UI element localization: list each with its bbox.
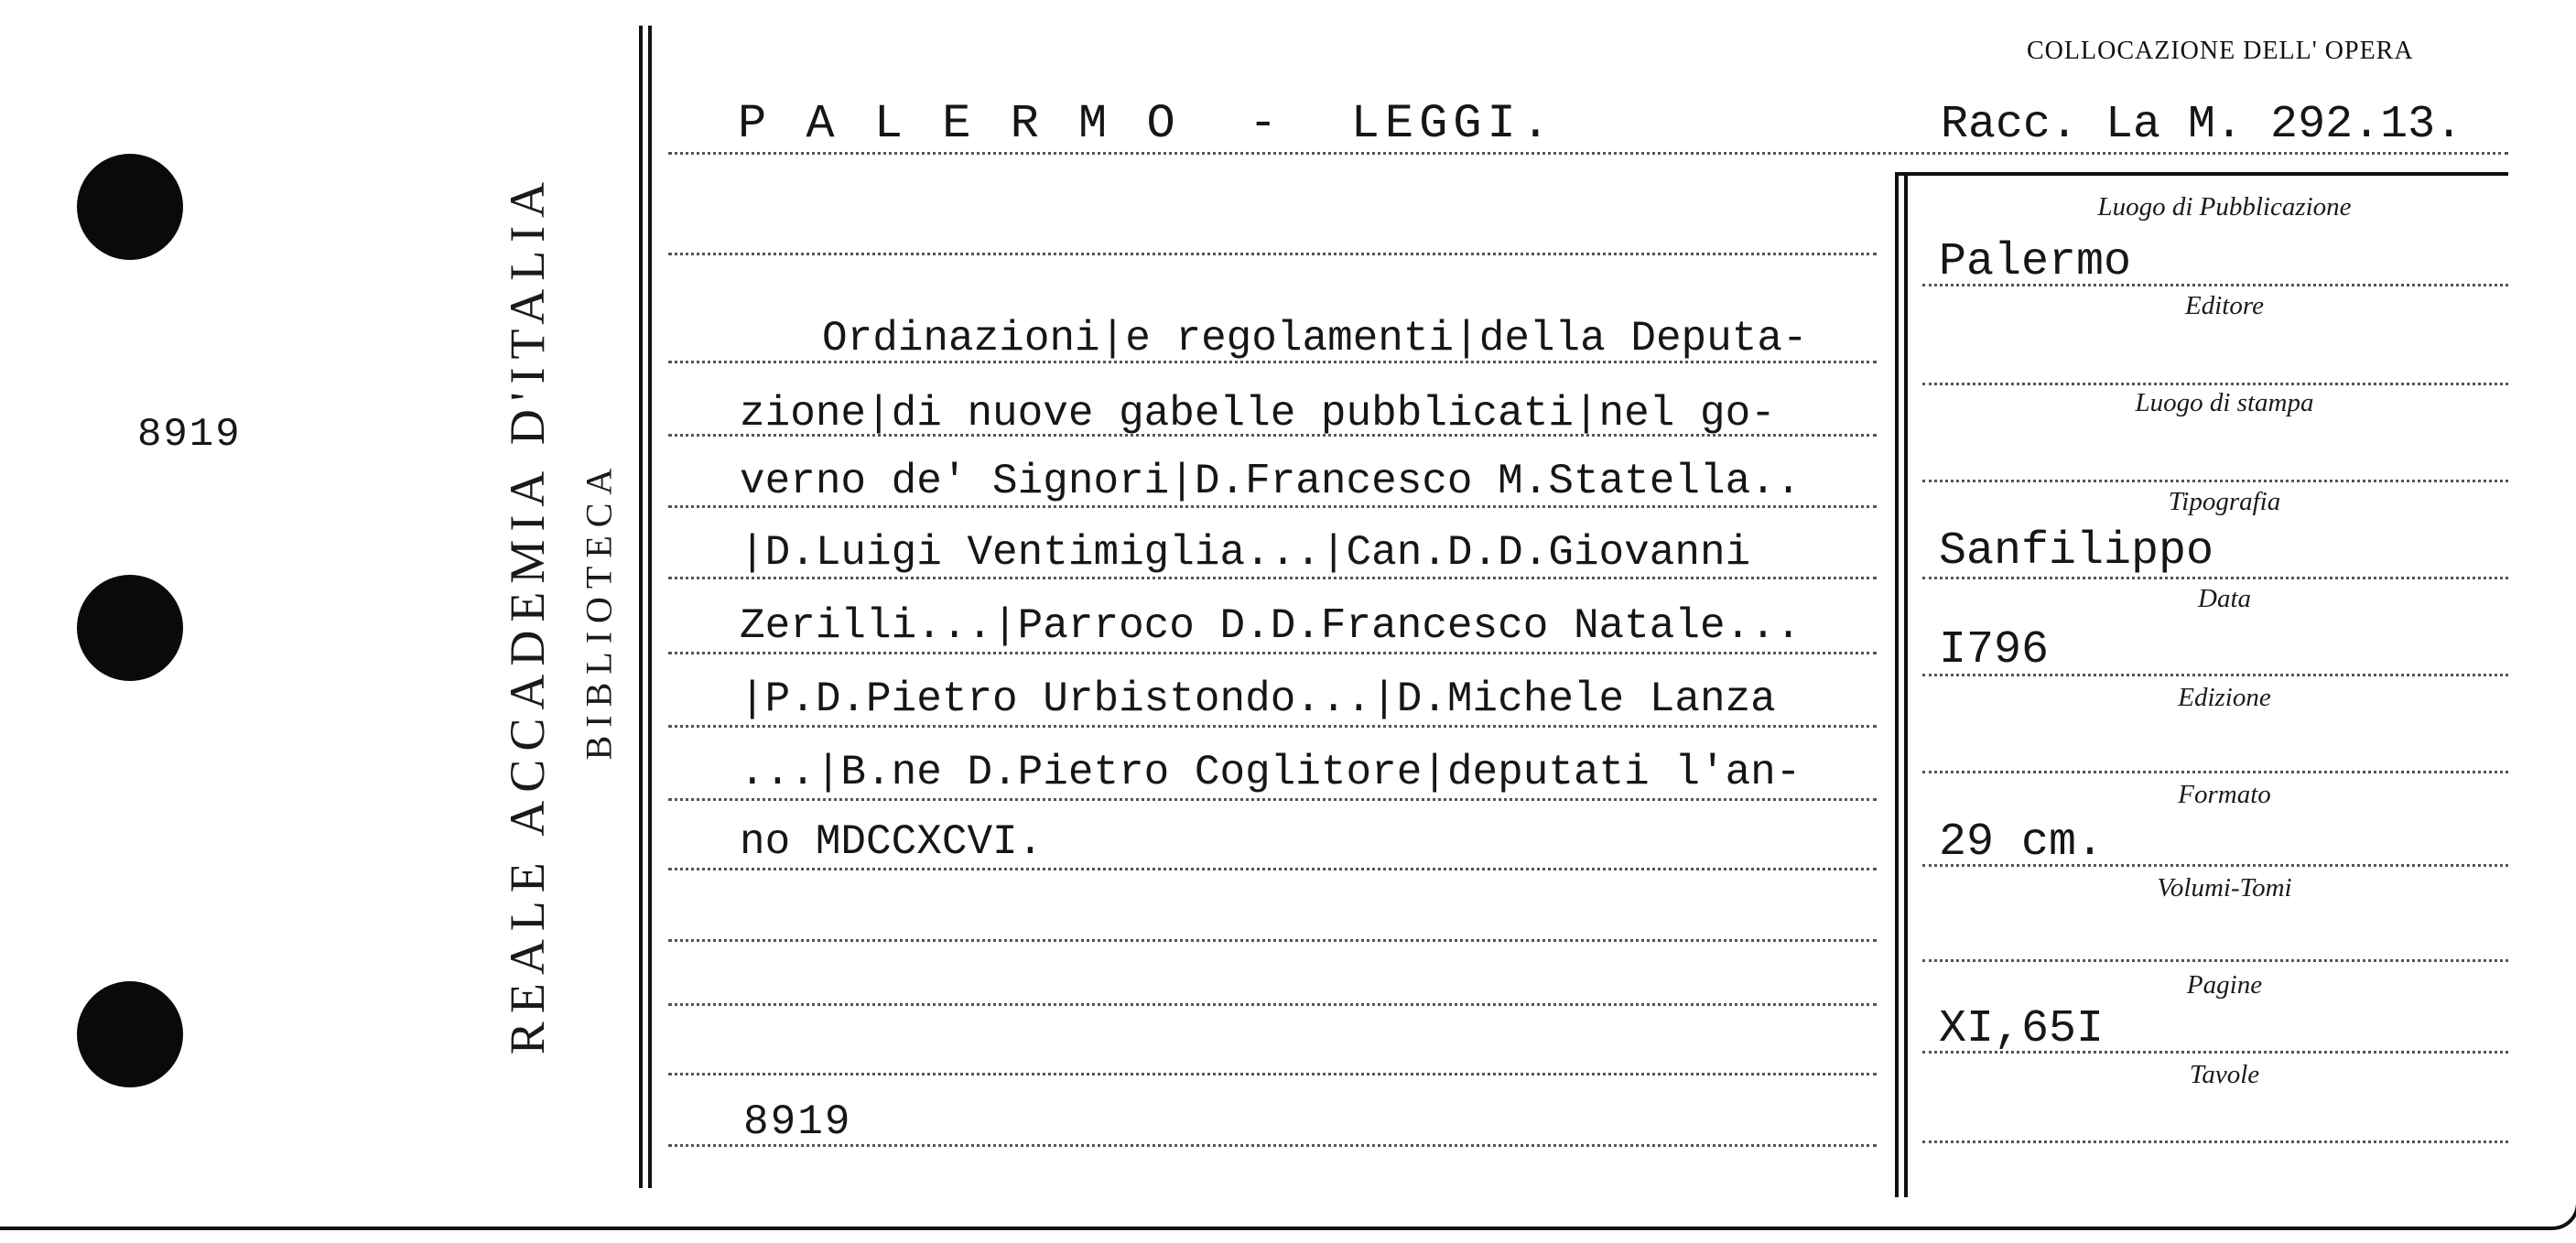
- label-luogo-pubblicazione: Luogo di Pubblicazione: [2097, 192, 2352, 222]
- library-name: BIBLIOTECA: [578, 459, 620, 761]
- label-data: Data: [2198, 584, 2251, 613]
- collocation-value: Racc. La M. 292.13.: [1941, 99, 2463, 151]
- field-dotted-line: [1922, 771, 2508, 773]
- label-pagine: Pagine: [2186, 970, 2263, 1000]
- field-dotted-line: [1922, 480, 2508, 482]
- dotted-line: [668, 505, 1877, 508]
- body-line: verno de' Signori|D.Francesco M.Statella..: [740, 458, 1802, 505]
- label-editore: Editore: [2185, 291, 2264, 320]
- body-line: no MDCCXCVI.: [740, 818, 1044, 866]
- dotted-line: [668, 253, 1877, 255]
- punch-hole-top: [77, 154, 183, 260]
- side-inventory-number: 8919: [137, 412, 242, 458]
- label-tavole: Tavole: [2189, 1060, 2260, 1089]
- value-formato: 29 cm.: [1939, 816, 2105, 869]
- field-dotted-line: [1922, 959, 2508, 962]
- value-tipografia: Sanfilippo: [1939, 525, 2214, 578]
- dotted-line: [668, 798, 1877, 801]
- body-line: ...|B.ne D.Pietro Coglitore|deputati l'an-: [740, 749, 1802, 796]
- field-dotted-line: [1922, 383, 2508, 385]
- value-pagine: XI,65I: [1939, 1003, 2105, 1055]
- punch-hole-bottom: [77, 981, 183, 1087]
- left-border-line-2: [648, 26, 652, 1188]
- right-panel-line-1: [1895, 172, 1899, 1197]
- label-luogo-stampa: Luogo di stampa: [2135, 388, 2314, 417]
- institution-name: REALE ACCADEMIA D'ITALIA: [500, 173, 555, 1055]
- dotted-line: [668, 725, 1877, 728]
- right-panel-top-border: [1895, 172, 2508, 176]
- body-line: Zerilli...|Parroco D.D.Francesco Natale...: [740, 602, 1802, 650]
- dotted-line: [668, 1073, 1877, 1075]
- dotted-line: [668, 939, 1877, 942]
- value-luogo-pubblicazione: Palermo: [1939, 236, 2132, 288]
- label-volumi-tomi: Volumi-Tomi: [2157, 873, 2292, 903]
- footer-inventory-number: 8919: [743, 1098, 852, 1146]
- body-line: Ordinazioni|e regolamenti|della Deputa-: [822, 315, 1808, 362]
- field-dotted-line: [1922, 1140, 2508, 1143]
- body-line: |D.Luigi Ventimiglia...|Can.D.D.Giovanni: [740, 529, 1751, 577]
- left-border-line-1: [639, 26, 643, 1188]
- dotted-line: [668, 1003, 1877, 1006]
- collocation-heading: COLLOCAZIONE DELL' OPERA: [2027, 37, 2414, 65]
- dotted-line: [668, 652, 1877, 654]
- label-formato: Formato: [2178, 780, 2271, 809]
- body-line: zione|di nuove gabelle pubblicati|nel go-: [740, 390, 1776, 438]
- punch-hole-middle: [77, 575, 183, 681]
- body-line: |P.D.Pietro Urbistondo...|D.Michele Lanza: [740, 676, 1776, 723]
- value-data: I796: [1939, 624, 2050, 676]
- card-title: P A L E R M O - LEGGI.: [738, 97, 1555, 151]
- dotted-line: [668, 577, 1877, 579]
- dotted-line: [668, 868, 1877, 870]
- right-panel-line-2: [1904, 172, 1908, 1197]
- label-tipografia: Tipografia: [2168, 487, 2281, 516]
- label-edizione: Edizione: [2178, 683, 2271, 712]
- dotted-line: [668, 152, 2508, 155]
